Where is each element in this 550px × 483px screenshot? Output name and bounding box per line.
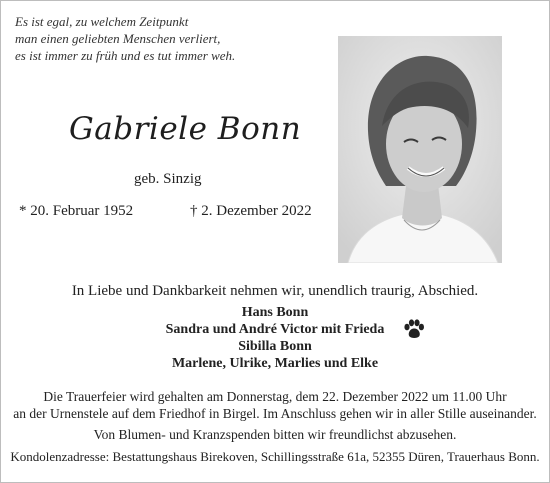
mourners-list bbox=[1, 304, 549, 372]
ceremony-line: Die Trauerfeier wird gehalten am Donnerstag, dem 22. Dezember 2022 um 11.00 Uhr bbox=[43, 389, 507, 404]
ceremony-details bbox=[1, 388, 549, 422]
portrait-photo-illustration bbox=[338, 36, 502, 263]
ceremony-line: an der Urnenstele auf dem Friedhof in Birgel. Im Anschluss gehen wir in aller Stille auseinander. bbox=[13, 406, 537, 421]
portrait-photo bbox=[338, 36, 502, 263]
quote-line: Es ist egal, zu welchem Zeitpunkt bbox=[15, 14, 189, 29]
mourner-name: Marlene, Ulrike, Marlies und Elke bbox=[171, 356, 379, 371]
maiden-name: geb. Sinzig bbox=[134, 171, 202, 187]
paw-print-icon bbox=[403, 319, 425, 339]
condolence-address: Kondolenzadresse: Bestattungshaus Birekoven, Schillingsstraße 61a, 52355 Düren, Trauerhaus Bonn. bbox=[10, 449, 540, 464]
death-date: † 2. Dezember 2022 bbox=[190, 203, 312, 219]
flowers-note: Von Blumen- und Kranzspenden bitten wir freundlichst abzusehen. bbox=[93, 427, 457, 442]
farewell-text: In Liebe und Dankbarkeit nehmen wir, unendlich traurig, Abschied. bbox=[71, 283, 479, 299]
memorial-quote bbox=[15, 13, 315, 64]
deceased-name: Gabriele Bonn bbox=[69, 111, 302, 147]
mourner-name: Sandra und André Victor mit Frieda bbox=[165, 322, 385, 337]
mourner-name: Hans Bonn bbox=[241, 305, 309, 320]
quote-line: es ist immer zu früh und es tut immer weh. bbox=[15, 48, 236, 63]
birth-date: * 20. Februar 1952 bbox=[19, 203, 134, 219]
mourner-name: Sibilla Bonn bbox=[238, 339, 312, 354]
quote-line: man einen geliebten Menschen verliert, bbox=[15, 31, 221, 46]
